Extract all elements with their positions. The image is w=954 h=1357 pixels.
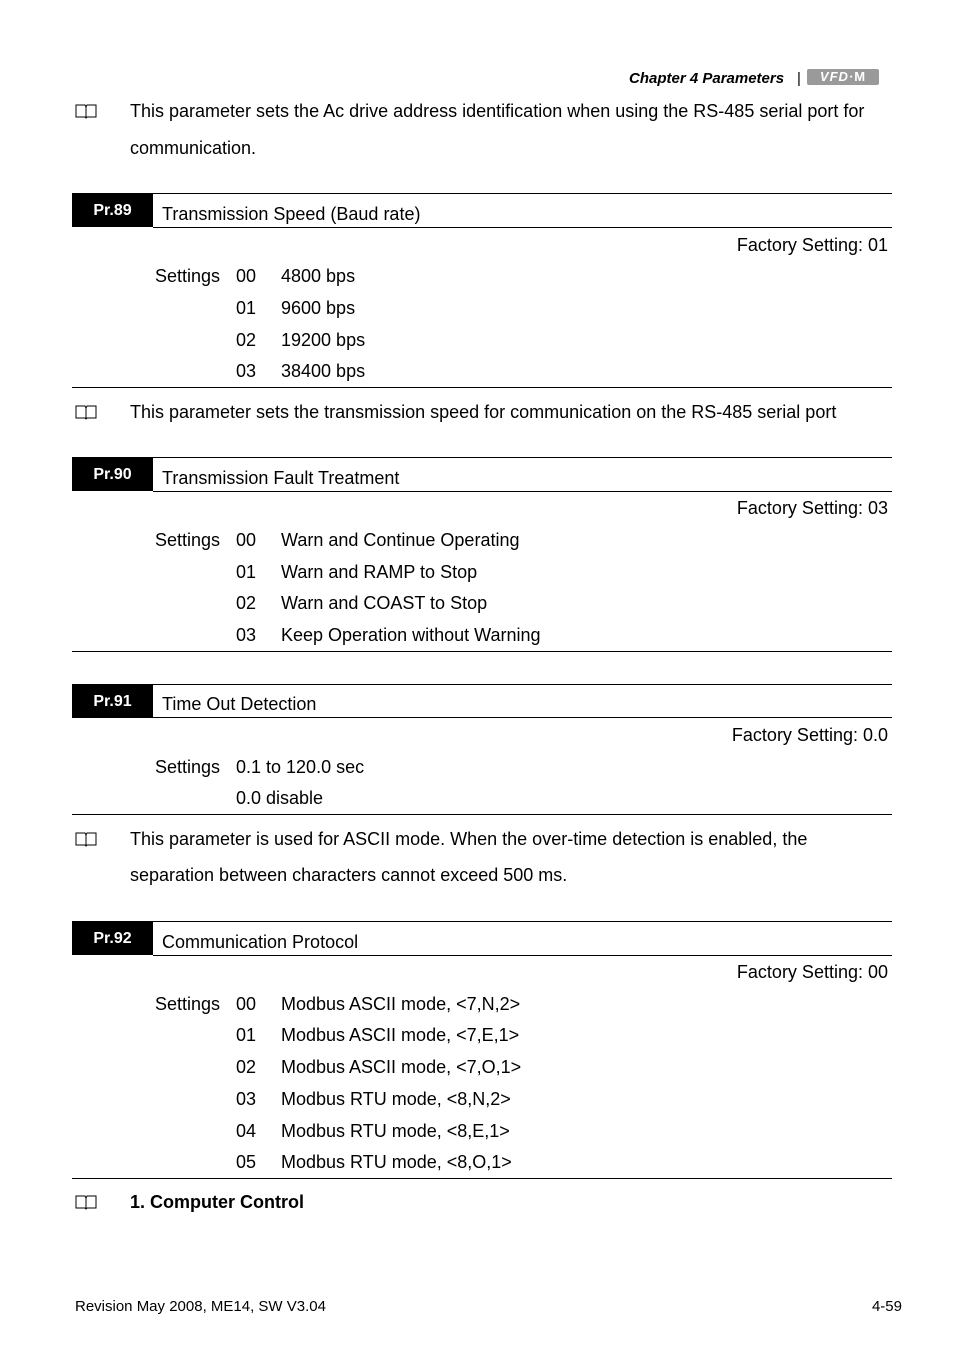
logo-text: VFD: [819, 69, 849, 84]
param-title: Time Out Detection: [162, 694, 317, 714]
section-top-rule: [72, 193, 892, 194]
header-separator: |: [797, 70, 801, 87]
section-bottom-rule: [72, 814, 892, 815]
intro-note-line2: communication.: [130, 138, 257, 158]
logo-suffix: M: [854, 69, 867, 84]
param-title: Communication Protocol: [162, 932, 359, 952]
setting-code: 02: [236, 1057, 257, 1077]
title-underline: [153, 955, 892, 956]
setting-code: 00: [236, 266, 257, 286]
setting-code: 05: [236, 1152, 257, 1172]
setting-desc: 0.1 to 120.0 sec: [236, 757, 365, 777]
factory-setting: Factory Setting: 03: [736, 498, 888, 518]
factory-setting: Factory Setting: 01: [736, 235, 888, 255]
setting-desc: Modbus ASCII mode, <7,N,2>: [281, 994, 521, 1014]
setting-desc: Modbus ASCII mode, <7,O,1>: [281, 1057, 522, 1077]
title-underline: [153, 717, 892, 718]
intro-note-line1: This parameter sets the Ac drive address identification when using the RS-485 serial port for: [130, 101, 865, 121]
factory-setting: Factory Setting: 00: [736, 962, 888, 982]
setting-code: 01: [236, 1025, 257, 1045]
setting-desc: Modbus RTU mode, <8,O,1>: [281, 1152, 512, 1172]
page-number: 4-59: [871, 1298, 902, 1315]
setting-code: 04: [236, 1121, 257, 1141]
setting-code: 03: [236, 1089, 257, 1109]
param-code-badge: Pr.91: [72, 685, 153, 718]
book-note-icon: [75, 831, 97, 847]
title-underline: [153, 491, 892, 492]
param-code-badge: Pr.90: [72, 458, 153, 491]
setting-desc: Warn and COAST to Stop: [281, 593, 488, 613]
settings-label: Settings: [155, 994, 221, 1014]
subsection-heading: 1. Computer Control: [130, 1192, 304, 1212]
chapter-title: Chapter 4 Parameters: [629, 70, 785, 87]
param-note-line1: This parameter is used for ASCII mode. When the over-time detection is enabled, the: [130, 829, 808, 849]
factory-setting: Factory Setting: 0.0: [731, 725, 888, 745]
setting-desc: 0.0 disable: [236, 788, 324, 808]
setting-desc: 38400 bps: [281, 361, 366, 381]
vfd-m-logo-icon: VFD·M: [807, 69, 879, 85]
setting-code: 02: [236, 593, 257, 613]
param-note: This parameter sets the transmission speed for communication on the RS-485 serial port: [130, 402, 837, 422]
setting-code: 03: [236, 625, 257, 645]
setting-desc: 9600 bps: [281, 298, 356, 318]
section-top-rule: [72, 684, 892, 685]
setting-code: 00: [236, 530, 257, 550]
book-note-icon: [75, 404, 97, 420]
param-code-badge: Pr.89: [72, 194, 153, 227]
section-bottom-rule: [72, 387, 892, 388]
setting-desc: Warn and Continue Operating: [281, 530, 520, 550]
param-code-badge: Pr.92: [72, 922, 153, 955]
setting-desc: Warn and RAMP to Stop: [281, 562, 478, 582]
setting-desc: 19200 bps: [281, 330, 366, 350]
setting-desc: 4800 bps: [281, 266, 356, 286]
settings-label: Settings: [155, 530, 221, 550]
section-bottom-rule: [72, 651, 892, 652]
section-top-rule: [72, 921, 892, 922]
book-note-icon: [75, 1194, 97, 1210]
setting-code: 00: [236, 994, 257, 1014]
setting-desc: Keep Operation without Warning: [281, 625, 541, 645]
setting-code: 01: [236, 298, 257, 318]
param-title: Transmission Speed (Baud rate): [162, 204, 421, 224]
param-title: Transmission Fault Treatment: [162, 468, 400, 488]
setting-desc: Modbus RTU mode, <8,N,2>: [281, 1089, 511, 1109]
setting-code: 03: [236, 361, 257, 381]
setting-code: 02: [236, 330, 257, 350]
setting-code: 01: [236, 562, 257, 582]
section-top-rule: [72, 457, 892, 458]
settings-label: Settings: [155, 757, 221, 777]
setting-desc: Modbus ASCII mode, <7,E,1>: [281, 1025, 520, 1045]
settings-label: Settings: [155, 266, 221, 286]
section-bottom-rule: [72, 1178, 892, 1179]
param-note-line2: separation between characters cannot exceed 500 ms.: [130, 865, 568, 885]
setting-desc: Modbus RTU mode, <8,E,1>: [281, 1121, 510, 1141]
revision-info: Revision May 2008, ME14, SW V3.04: [75, 1298, 326, 1315]
title-underline: [153, 227, 892, 228]
book-note-icon: [75, 103, 97, 119]
